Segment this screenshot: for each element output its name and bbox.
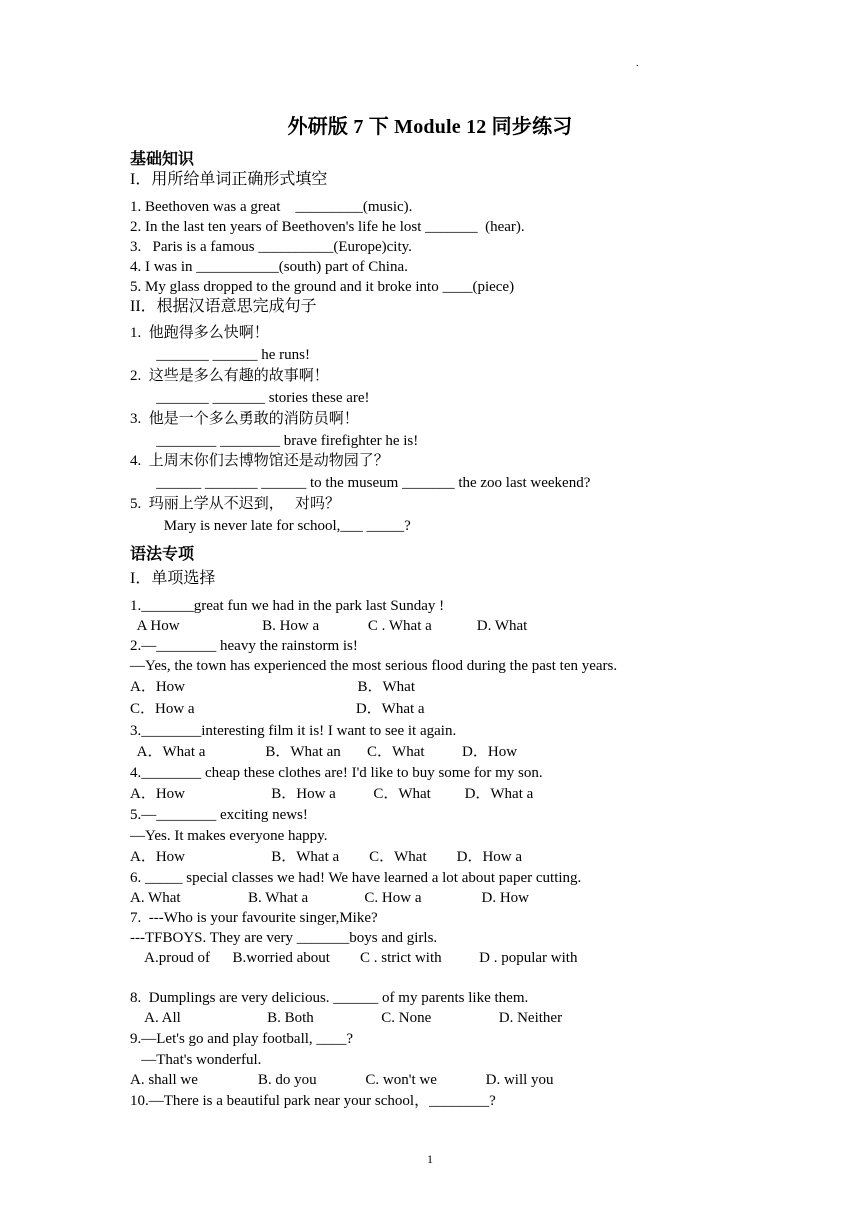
question-line: A. All B. Both C. None D. Neither [130, 1010, 563, 1026]
question-line: A. What B. What a C. How a D. How [130, 890, 529, 906]
part3-heading: I．单项选择 [130, 570, 216, 587]
question-line: A．How B．How a C．What D．What a [130, 786, 534, 802]
part1-item: 2. In the last ten years of Beethoven's life he lost _______ (hear). [130, 219, 525, 235]
question-line: 7. ---Who is your favourite singer,Mike? [130, 910, 378, 926]
question-line: 6. _____ special classes we had! We have learned a lot about paper cutting. [130, 870, 582, 886]
part1-item: 1. Beethoven was a great _________(music). [130, 199, 413, 215]
question-line: —Yes. It makes everyone happy. [130, 828, 328, 844]
question-line: A．What a B．What an C．What D．How [130, 744, 518, 760]
section-heading-basics: 基础知识 [130, 151, 195, 168]
part2-item: 4. 上周末你们去博物馆还是动物园了？ [130, 453, 389, 469]
question-line: 9.—Let's go and play football, ____? [130, 1031, 354, 1047]
page-title: 外研版 7 下 Module 12 同步练习 [287, 116, 573, 138]
part2-item: _______ ______ he runs! [130, 347, 310, 363]
part1-heading: I．用所给单词正确形式填空 [130, 171, 328, 188]
question-line: A How B. How a C . What a D. What [130, 618, 528, 634]
question-line: A. shall we B. do you C. won't we D. will you [130, 1072, 554, 1088]
part2-heading: II．根据汉语意思完成句子 [130, 298, 317, 315]
question-line: 5.—________ exciting news! [130, 807, 308, 823]
part1-item: 4. I was in ___________(south) part of China. [130, 259, 408, 275]
part2-item: ______ _______ ______ to the museum _______ the zoo last weekend? [130, 475, 591, 491]
question-line: 10.—There is a beautiful park near your school，________? [130, 1093, 496, 1109]
question-line: —Yes, the town has experienced the most serious flood during the past ten years. [130, 658, 618, 674]
question-line: A．How B．What [130, 679, 415, 695]
part2-item: 5. 玛丽上学从不迟到， 对吗？ [130, 496, 341, 512]
part1-item: 5. My glass dropped to the ground and it broke into ____(piece) [130, 279, 515, 295]
question-line: C．How a D．What a [130, 701, 425, 717]
part2-item: Mary is never late for school,___ _____? [130, 518, 411, 534]
part1-item: 3. Paris is a famous __________(Europe)city. [130, 239, 412, 255]
part2-item: _______ _______ stories these are! [130, 390, 370, 406]
page-number: 1 [427, 1152, 433, 1166]
top-mark: . [636, 58, 639, 69]
part2-item: 3. 他是一个多么勇敢的消防员啊！ [130, 411, 359, 427]
question-line: 3.________interesting film it is! I want to see it again. [130, 723, 457, 739]
question-line: 4.________ cheap these clothes are! I'd like to buy some for my son. [130, 765, 543, 781]
question-line: 1._______great fun we had in the park last Sunday ! [130, 598, 445, 614]
part2-item: 1. 他跑得多么快啊！ [130, 325, 269, 341]
part2-item: 2. 这些是多么有趣的故事啊！ [130, 368, 329, 384]
question-line: ---TFBOYS. They are very _______boys and girls. [130, 930, 438, 946]
question-line: —That's wonderful. [130, 1052, 262, 1068]
section-heading-grammar: 语法专项 [130, 546, 195, 563]
question-line: 8. Dumplings are very delicious. ______ of my parents like them. [130, 990, 529, 1006]
question-line: A.proud of B.worried about C . strict with D . popular with [130, 950, 578, 966]
part2-item: ________ ________ brave firefighter he is! [130, 433, 419, 449]
question-line: 2.—________ heavy the rainstorm is! [130, 638, 358, 654]
question-line: A．How B．What a C．What D．How a [130, 849, 523, 865]
